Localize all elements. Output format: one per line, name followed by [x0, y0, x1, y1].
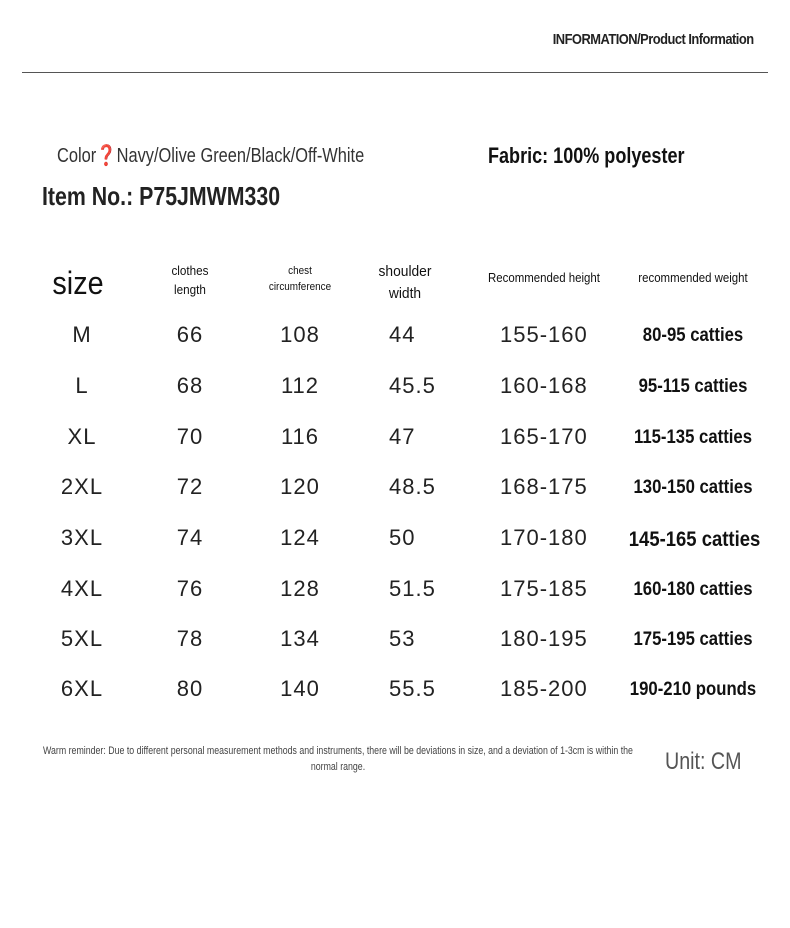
- cell-length: 80: [176, 676, 204, 701]
- cell-height: 185-200: [500, 676, 588, 701]
- cell-shoulder: 45.5: [389, 373, 436, 398]
- header-title: INFORMATION/Product Information: [553, 31, 754, 48]
- cell-chest: 134: [280, 626, 320, 651]
- cell-length: 66: [176, 322, 204, 347]
- cell-size: L: [75, 373, 89, 398]
- header-clothes-length-line2: length: [174, 282, 206, 297]
- cell-height: 170-180: [500, 525, 588, 550]
- cell-shoulder: 48.5: [389, 474, 436, 499]
- cell-shoulder: 51.5: [389, 576, 436, 601]
- cell-chest: 140: [280, 676, 320, 701]
- cell-height: 168-175: [500, 474, 588, 499]
- table-row: [0, 373, 790, 413]
- header-size: size: [52, 265, 104, 301]
- cell-size: 2XL: [60, 474, 104, 499]
- cell-length: 78: [176, 626, 204, 651]
- cell-height: 175-185: [500, 576, 588, 601]
- cell-size: M: [72, 322, 92, 347]
- cell-height: 180-195: [500, 626, 588, 651]
- cell-size: 5XL: [60, 626, 104, 651]
- cell-height: 155-160: [500, 322, 588, 347]
- table-row: [0, 424, 790, 464]
- header-chest-line2: circumference: [268, 281, 332, 293]
- cell-length: 74: [176, 525, 204, 550]
- cell-length: 76: [176, 576, 204, 601]
- cell-shoulder: 50: [389, 525, 416, 550]
- cell-shoulder: 53: [389, 626, 416, 651]
- cell-length: 72: [176, 474, 204, 499]
- color-info: Color❓Navy/Olive Green/Black/Off-White: [57, 145, 365, 167]
- table-row: [0, 626, 790, 666]
- cell-weight: 115-135 catties: [633, 427, 753, 448]
- header-shoulder-line2: width: [388, 285, 422, 302]
- cell-size: 6XL: [60, 676, 104, 701]
- header-shoulder: [368, 261, 442, 305]
- cell-chest: 120: [280, 474, 320, 499]
- header-clothes-length: [154, 261, 226, 299]
- cell-weight: 95-115 catties: [638, 376, 748, 397]
- cell-size: 4XL: [60, 576, 104, 601]
- unit-label: Unit: CM: [665, 748, 742, 775]
- cell-weight: 160-180 catties: [633, 579, 753, 600]
- cell-weight: 80-95 catties: [642, 325, 744, 346]
- cell-length: 68: [176, 373, 204, 398]
- cell-length: 70: [176, 424, 204, 449]
- warm-reminder: [40, 743, 635, 775]
- table-row: [0, 525, 790, 565]
- cell-shoulder: 47: [389, 424, 416, 449]
- warm-reminder-text: Warm reminder: Due to different personal measurement methods and instruments, there will be deviations in size, and a deviation of 1-3cm is within the normal range.: [43, 745, 633, 773]
- table-row: [0, 576, 790, 616]
- cell-chest: 108: [280, 322, 320, 347]
- cell-size: 3XL: [60, 525, 104, 550]
- cell-chest: 112: [280, 373, 320, 398]
- header-chest: [260, 263, 341, 295]
- item-number: Item No.: P75JMWM330: [42, 181, 281, 211]
- table-row: [0, 676, 790, 716]
- cell-size: XL: [67, 424, 97, 449]
- cell-weight: 130-150 catties: [633, 477, 753, 498]
- cell-weight: 175-195 catties: [633, 629, 753, 650]
- header-chest-line1: chest: [288, 265, 312, 277]
- cell-chest: 124: [280, 525, 320, 550]
- cell-shoulder: 55.5: [389, 676, 436, 701]
- header-clothes-length-line1: clothes: [171, 263, 209, 278]
- header-weight: recommended weight: [638, 270, 748, 285]
- table-row: [0, 322, 790, 362]
- cell-shoulder: 44: [389, 322, 416, 347]
- fabric-info: Fabric: 100% polyester: [488, 143, 685, 168]
- header-height: Recommended height: [488, 270, 600, 285]
- cell-chest: 116: [280, 424, 320, 449]
- cell-height: 160-168: [500, 373, 588, 398]
- header-shoulder-line1: shoulder: [378, 263, 432, 280]
- table-row: [0, 474, 790, 514]
- cell-weight: 190-210 pounds: [629, 679, 757, 700]
- cell-height: 165-170: [500, 424, 588, 449]
- cell-weight: 145-165 catties: [628, 528, 761, 551]
- cell-chest: 128: [280, 576, 320, 601]
- header-divider: [22, 72, 768, 73]
